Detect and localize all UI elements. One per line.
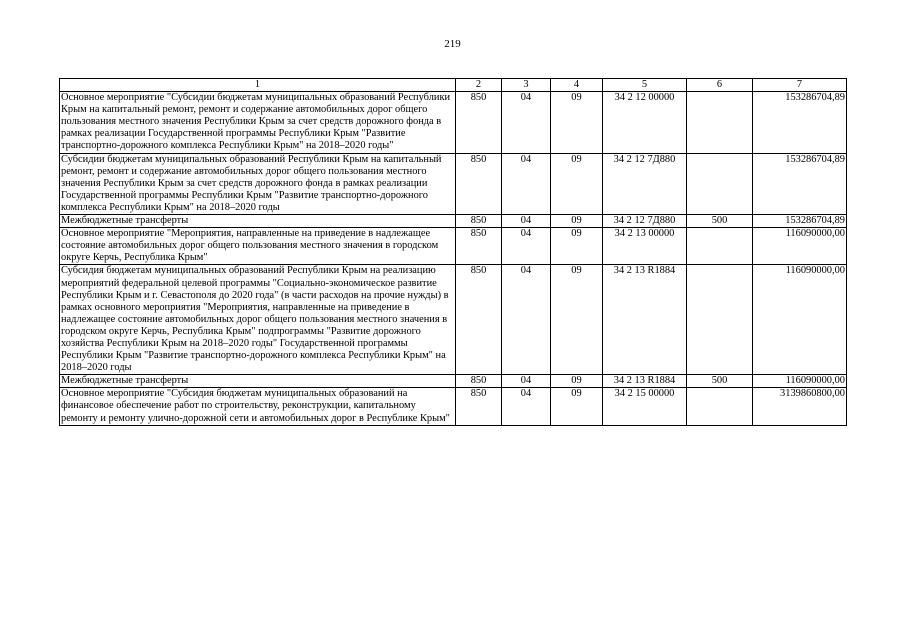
- row-col5: 34 2 12 7Д880: [603, 153, 687, 214]
- row-col4: 09: [551, 388, 603, 425]
- row-col4: 09: [551, 92, 603, 153]
- column-header: 7: [753, 79, 847, 92]
- row-col5: 34 2 13 00000: [603, 228, 687, 265]
- table-row: [60, 228, 847, 265]
- row-col2: 850: [456, 265, 502, 375]
- row-col2: 850: [456, 215, 502, 228]
- table-header-row: [60, 79, 847, 92]
- row-col5: 34 2 12 00000: [603, 92, 687, 153]
- row-col2: 850: [456, 375, 502, 388]
- row-col4: 09: [551, 215, 603, 228]
- row-col4: 09: [551, 153, 603, 214]
- row-col2: 850: [456, 92, 502, 153]
- row-amount: 153286704,89: [753, 153, 847, 214]
- row-col6: [687, 153, 753, 214]
- column-header: 1: [60, 79, 456, 92]
- row-amount: 116090000,00: [753, 265, 847, 375]
- column-header: 5: [603, 79, 687, 92]
- table-row: [60, 375, 847, 388]
- row-description: Межбюджетные трансферты: [60, 375, 456, 388]
- column-header: 6: [687, 79, 753, 92]
- table-row: [60, 388, 847, 425]
- row-col5: 34 2 13 R1884: [603, 265, 687, 375]
- row-amount: 116090000,00: [753, 375, 847, 388]
- row-col4: 09: [551, 265, 603, 375]
- row-description: Субсидия бюджетам муниципальных образований Республики Крым на реализацию мероприятий федеральной целевой программы "Социально-экономическое развитие Республики Крым и г. Севастополя до 2020 года" (в части расходов на прочие нужды) в рамках основного мероприятия "Мероприятия, направленные на приведение в надлежащее состояние автомобильных дорог общего пользования местного значения в городском округе Керчь, Республика Крым" подпрограммы "Развитие дорожного хозяйства Республики Крым на 2018–2020 годы" Государственной программы Республики Крым "Развитие транспортно-дорожного комплекса Республики Крым" на 2018–2020 годы: [60, 265, 456, 375]
- row-amount: 153286704,89: [753, 215, 847, 228]
- table-row: [60, 215, 847, 228]
- row-col2: 850: [456, 388, 502, 425]
- row-col4: 09: [551, 375, 603, 388]
- row-col6: 500: [687, 215, 753, 228]
- column-header: 3: [502, 79, 551, 92]
- row-col3: 04: [502, 375, 551, 388]
- row-col4: 09: [551, 228, 603, 265]
- column-header: 2: [456, 79, 502, 92]
- row-description: Основное мероприятие "Субсидии бюджетам муниципальных образований Республики Крым на капитальный ремонт, ремонт и содержание автомобильных дорог общего пользования местного значения Республики Крым за счет средств дорожного фонда в рамках реализации Государственной программы Республики Крым "Развитие транспортно-дорожного комплекса Республики Крым" на 2018–2020 годы": [60, 92, 456, 153]
- row-col5: 34 2 15 00000: [603, 388, 687, 425]
- table-row: [60, 92, 847, 153]
- table-row: [60, 153, 847, 214]
- row-col6: 500: [687, 375, 753, 388]
- budget-table: [59, 78, 847, 426]
- row-col3: 04: [502, 215, 551, 228]
- column-header: 4: [551, 79, 603, 92]
- row-col3: 04: [502, 228, 551, 265]
- row-col3: 04: [502, 265, 551, 375]
- row-col3: 04: [502, 153, 551, 214]
- row-amount: 153286704,89: [753, 92, 847, 153]
- row-col6: [687, 265, 753, 375]
- row-col3: 04: [502, 388, 551, 425]
- row-amount: 116090000,00: [753, 228, 847, 265]
- table-row: [60, 265, 847, 375]
- page-number: 219: [444, 38, 461, 50]
- row-amount: 3139860800,00: [753, 388, 847, 425]
- row-col5: 34 2 12 7Д880: [603, 215, 687, 228]
- row-description: Субсидии бюджетам муниципальных образований Республики Крым на капитальный ремонт, ремонт и содержание автомобильных дорог общего пользования местного значения Республики Крым за счет средств дорожного фонда в рамках реализации Государственной программы Республики Крым "Развитие транспортно-дорожного комплекса Республики Крым" на 2018–2020 годы: [60, 153, 456, 214]
- row-col6: [687, 388, 753, 425]
- row-col6: [687, 92, 753, 153]
- row-description: Основное мероприятие "Мероприятия, направленные на приведение в надлежащее состояние автомобильных дорог общего пользования местного значения в городском округе Керчь, Республика Крым": [60, 228, 456, 265]
- row-description: Основное мероприятие "Субсидия бюджетам муниципальных образований на финансовое обеспечение работ по строительству, реконструкции, капитальному ремонту и ремонту улично-дорожной сети и автомобильных дорог в Республике Крым": [60, 388, 456, 425]
- row-col5: 34 2 13 R1884: [603, 375, 687, 388]
- row-description: Межбюджетные трансферты: [60, 215, 456, 228]
- row-col2: 850: [456, 228, 502, 265]
- row-col3: 04: [502, 92, 551, 153]
- row-col6: [687, 228, 753, 265]
- row-col2: 850: [456, 153, 502, 214]
